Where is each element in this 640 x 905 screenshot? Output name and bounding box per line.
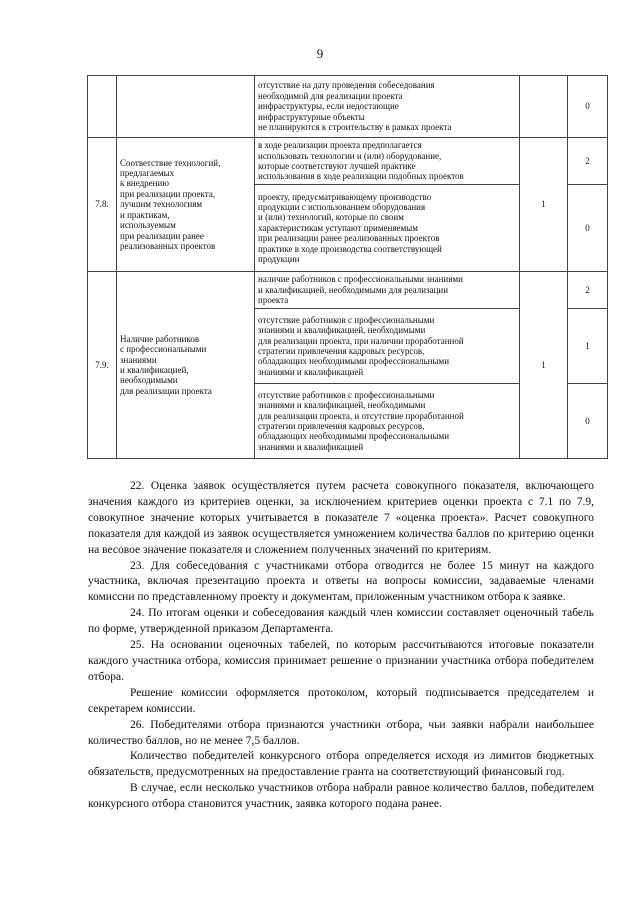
option-line: знаниями и квалификацией, необходимыми [258,325,426,336]
criterion-option [255,384,520,459]
paragraph: 23. Для собеседования с участниками отбора отводится не более 15 минут на каждого участника, включая презентацию проекта и ответы на вопросы комиссии, задаваемые членами комиссии по представленному проекту и документам, приложенным участником отбора к заявке. [88,559,594,604]
title-line: к внедрению [120,178,169,189]
paragraph: Количество победителей конкурсного отбора определяется исходя из лимитов бюджетных обязательств, предусмотренных на предоставление гранта на соответствующий финансовый год. [88,750,594,779]
option-line: продукции [258,254,300,265]
criterion-weight: 1 [520,272,568,459]
option-line: необходимой для реализации проекта [258,90,403,101]
criterion-weight [520,76,568,138]
title-line: Наличие работников [120,333,200,344]
title-line: и практикам, [120,209,170,220]
paragraph: 24. По итогам оценки и собеседования каждый член комиссии составляет оценочный табель по форме, утвержденной приказом Департамента. [88,607,594,636]
table-row [88,272,608,309]
option-line: не планируются к строительству в рамках проекта [258,122,452,133]
criterion-title [117,138,255,272]
criterion-number [88,76,117,138]
option-line: практике в ходе производства соответствующей [258,243,442,254]
option-line: использования в ходе реализации подобных проектов [258,171,464,182]
option-score: 0 [568,76,608,138]
title-line: необходимыми [120,375,178,386]
title-line: с профессиональными [120,344,207,355]
option-line: проекту, предусматривающему производство [258,191,432,202]
table-row [88,138,608,185]
criterion-number: 7.9. [88,272,117,459]
option-score: 0 [568,384,608,459]
option-line: проекта [258,295,289,306]
option-score: 0 [568,185,608,272]
table-row [88,76,608,138]
title-line: реализованных проектов [120,240,216,251]
option-line: отсутствие на дату проведения собеседования [258,80,435,91]
option-line: которые соответствуют лучшей практике [258,161,416,171]
paragraph: 22. Оценка заявок осуществляется путем расчета совокупного показателя, включающего значения каждого из критериев оценки, за исключением критериев оценки проекта с 7.1 по 7.9, совокупное значение которых учитывается в показателе 7 «оценка проекта». Расчет совокупного показателя для каждой из заявок осуществляется умножением количества баллов по критерию оценки на весовое значение показателя и сложением полученных значений по критериям. [88,480,594,556]
criterion-option [255,272,520,309]
option-line: в ходе реализации проекта предполагается [258,140,422,151]
title-line: при реализации проекта, [120,188,216,199]
title-line: Соответствие технологий, [120,157,221,168]
criterion-title [117,76,255,138]
criterion-number: 7.8. [88,138,117,272]
option-line: продукции с использованием оборудования [258,201,426,212]
option-line: стратегии привлечения кадровых ресурсов, [258,421,425,431]
option-line: знаниями и квалификацией [258,441,364,452]
title-line: знаниями [120,354,157,365]
criteria-table [87,75,608,459]
paragraph: 26. Победителями отбора признаются участники отбора, чьи заявки набрали наибольшее количество баллов, но не менее 7,5 баллов. [88,718,594,747]
option-line: и (или) технологий, которые по своим [258,212,404,223]
title-line: предлагаемых [120,168,175,179]
option-score: 1 [568,309,608,384]
criterion-title [117,272,255,459]
criterion-weight: 1 [520,138,568,272]
criterion-option [255,309,520,384]
title-line: лучшим технологиям [120,199,203,210]
criterion-option [255,76,520,138]
option-line: знаниями и квалификацией [258,366,364,377]
option-line: наличие работников с профессиональными знаниями [258,274,463,285]
option-line: знаниями и квалификацией, необходимыми [258,400,426,411]
option-line: обладающих необходимыми профессиональными [258,356,450,367]
option-line: отсутствие работников с профессиональными [258,314,435,325]
title-line: для реализации проекта [120,385,212,396]
paragraph: В случае, если несколько участников отбора набрали равное количество баллов, победителем конкурсного отбора становится участник, заявка которого подана ранее. [88,782,594,811]
title-line: и квалификацией, [120,365,189,375]
option-line: инфраструктуры, если недостающие [258,101,399,112]
option-line: использовать технологии и (или) оборудование, [258,150,442,161]
option-line: для реализации проекта, при наличии проработанной [258,335,464,346]
option-line: инфраструктурные объекты [258,111,365,122]
option-line: характеристикам уступают применяемым [258,222,418,233]
document-body [88,479,594,813]
title-line: при реализации ранее [120,230,204,241]
option-line: обладающих необходимыми профессиональными [258,431,450,442]
option-line: и квалификацией, необходимыми для реализации [258,284,449,295]
paragraph: 25. На основании оценочных табелей, по которым рассчитываются итоговые показатели каждого участника отбора, комиссия принимает решение о признании участника отбора победителем отбора. [88,639,594,683]
title-line: используемым [120,220,176,231]
option-line: стратегии привлечения кадровых ресурсов, [258,346,425,356]
paragraph: Решение комиссии оформляется протоколом, который подписывается председателем и секретарем комиссии. [88,686,594,715]
criterion-option [255,185,520,272]
option-score: 2 [568,138,608,185]
option-score: 2 [568,272,608,309]
option-line: отсутствие работников с профессиональными [258,389,435,400]
criterion-option [255,138,520,185]
option-line: для реализации проекта, и отсутствие проработанной [258,410,464,421]
option-line: при реализации ранее реализованных проектов [258,233,440,244]
page-number: 9 [316,46,324,61]
